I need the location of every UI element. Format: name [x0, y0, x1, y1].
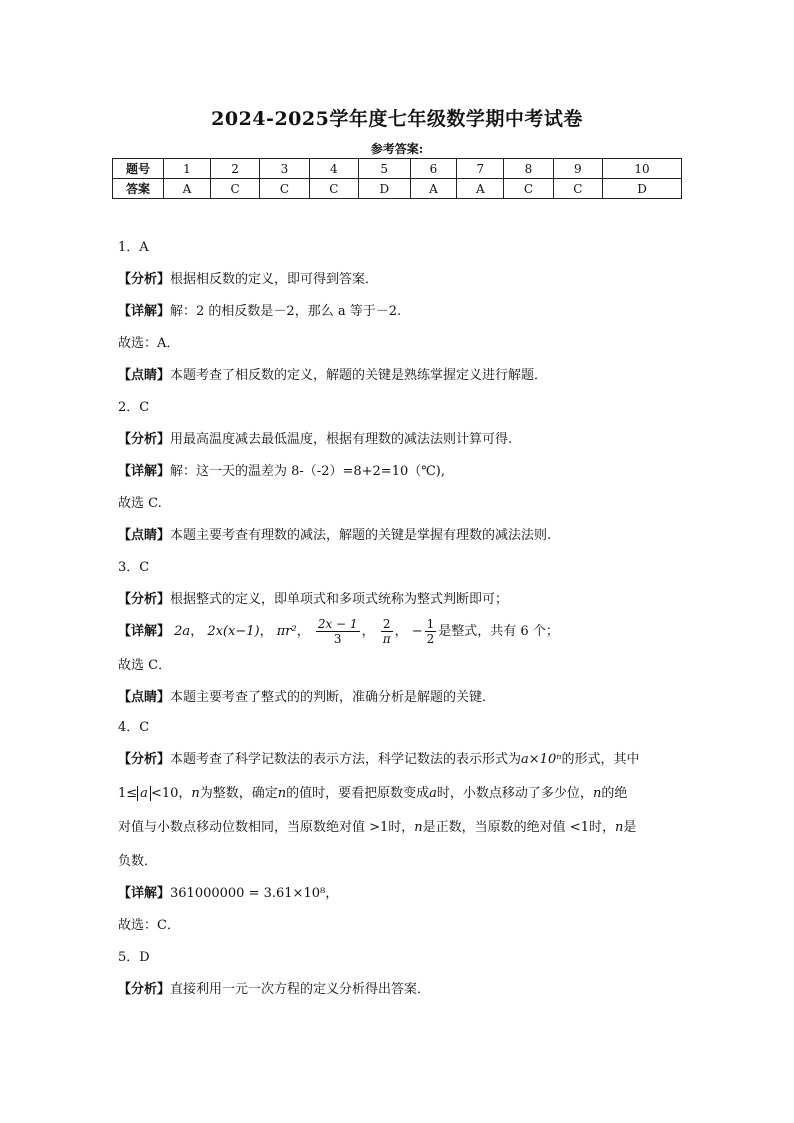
math-variable: n	[614, 820, 624, 835]
minus-sign: −	[411, 624, 423, 639]
analysis-tag: 【分析】	[118, 752, 171, 767]
analysis-tag: 【分析】	[118, 982, 171, 997]
comment-tag: 【点睛】	[118, 528, 171, 543]
math-variable: n	[592, 786, 602, 801]
fraction	[316, 617, 360, 646]
question-number: 7	[457, 159, 504, 179]
math-variable: n	[191, 786, 200, 801]
analysis-text: 根据整式的定义，即单项式和多项式统称为整式判断即可；	[170, 592, 509, 607]
q4-choice: 故选：C．	[118, 918, 180, 933]
question-number: 3	[260, 159, 309, 179]
answer-cell: A	[410, 179, 457, 199]
detail-tag: 【详解】	[118, 304, 171, 319]
answer-cell: C	[504, 179, 553, 199]
q2-choice: 故选 C.	[118, 496, 162, 511]
q1-detail	[118, 302, 401, 322]
answer-cell: D	[359, 179, 411, 199]
q3-analysis	[118, 590, 508, 610]
q3-choice: 故选 C．	[118, 658, 172, 673]
question-number-row	[113, 159, 682, 179]
analysis-tag: 【分析】	[118, 592, 171, 607]
comment-tag: 【点睛】	[118, 368, 171, 383]
q4-analysis-line3	[118, 818, 636, 838]
math-variable: a	[429, 786, 437, 801]
question-number: 5	[359, 159, 411, 179]
math-variable: n	[414, 820, 423, 835]
analysis-text: 的形式，其中	[561, 752, 640, 767]
q1-choice: 故选：A．	[118, 336, 180, 351]
fraction	[381, 617, 393, 646]
q4-detail	[118, 884, 338, 904]
answer-key-subtitle: 参考答案:	[370, 142, 424, 156]
q1-comment	[118, 366, 547, 386]
answer-cell: C	[309, 179, 358, 199]
question-number: 8	[504, 159, 553, 179]
fraction	[425, 617, 437, 646]
question-number: 4	[309, 159, 358, 179]
analysis-tag: 【分析】	[118, 272, 171, 287]
q4-heading: 4．C	[118, 720, 150, 735]
fraction-numerator: 2	[381, 617, 393, 632]
answer-table	[112, 158, 682, 199]
answer-cell: A	[457, 179, 504, 199]
q1-analysis	[118, 270, 378, 290]
question-number: 1	[164, 159, 211, 179]
answer-cell: C	[210, 179, 259, 199]
comment-text: 本题考查了相反数的定义，解题的关键是熟练掌握定义进行解题．	[170, 368, 548, 383]
detail-tag: 【详解】	[118, 624, 171, 639]
q2-analysis	[118, 430, 512, 450]
question-number: 9	[553, 159, 602, 179]
text-run: 1≤	[118, 786, 138, 801]
q1-heading: 1．A	[118, 240, 149, 255]
page-title: 2024-2025学年度七年级数学期中考试卷	[211, 108, 583, 130]
detail-text: 解：2 的相反数是－2，那么 a 等于－2.	[170, 304, 402, 319]
fraction-numerator: 2x − 1	[317, 617, 358, 631]
analysis-text: 直接利用一元一次方程的定义分析得出答案．	[170, 982, 431, 997]
q4-analysis-line4: 负数．	[118, 854, 158, 869]
analysis-text: 根据相反数的定义，即可得到答案．	[170, 272, 379, 287]
q4-analysis	[118, 750, 640, 770]
text-run: 对值与小数点移动位数相同，当原数绝对值 >1时，	[118, 820, 415, 835]
math-expression: a×10ⁿ	[521, 752, 562, 767]
q4-analysis-line2	[118, 784, 627, 804]
q5-heading: 5．D	[118, 950, 150, 965]
analysis-text: 用最高温度减去最低温度，根据有理数的减法法则计算可得.	[170, 432, 513, 447]
q3-detail: 【详解】 2a， 2x(x−1)， πr²， $\frac{2x - 1}{3}$ ， $\frac{2}{\pi}$ ， − $\frac{1}{2}$ 是整式，共有 6 个；	[118, 617, 559, 646]
q3-heading: 3．C	[118, 560, 150, 575]
absolute-value: a	[137, 786, 151, 801]
q2-detail	[118, 462, 445, 482]
answer-cell: D	[603, 179, 682, 199]
q5-analysis	[118, 980, 430, 1000]
q3-comment	[118, 688, 495, 708]
answer-cell: C	[260, 179, 309, 199]
math-term: 2a	[174, 624, 191, 639]
question-number: 6	[410, 159, 457, 179]
detail-text: 解：这一天的温差为 8-（-2）=8+2=10（℃),	[170, 464, 445, 479]
analysis-text: 本题考查了科学记数法的表示方法，科学记数法的表示形式为	[170, 752, 522, 767]
question-number: 2	[210, 159, 259, 179]
answer-cell: C	[553, 179, 602, 199]
text-run: 的绝	[601, 786, 628, 801]
fraction-numerator: 1	[426, 617, 435, 631]
detail-suffix: 是整式，共有 6 个；	[438, 624, 559, 639]
question-number: 10	[603, 159, 682, 179]
detail-tag: 【详解】	[118, 886, 171, 901]
q2-comment	[118, 526, 551, 546]
detail-tag: 【详解】	[118, 464, 171, 479]
text-run: 为整数，确定	[199, 786, 278, 801]
answer-row	[113, 179, 682, 199]
fraction-denominator: 2	[426, 632, 435, 646]
comment-tag: 【点睛】	[118, 690, 171, 705]
math-variable: n	[277, 786, 287, 801]
comment-text: 本题主要考查有理数的减法，解题的关键是掌握有理数的减法法则.	[170, 528, 552, 543]
text-run: 的值时，要看把原数变成	[286, 786, 430, 801]
q2-heading: 2．C	[118, 400, 150, 415]
text-run: 时，小数点移动了多少位，	[436, 786, 593, 801]
text-run: 是	[623, 820, 637, 835]
math-term: πr²	[276, 624, 297, 639]
answer-cell: A	[164, 179, 211, 199]
comment-text: 本题主要考查了整式的的判断，准确分析是解题的关键．	[170, 690, 496, 705]
analysis-tag: 【分析】	[118, 432, 171, 447]
text-run: <10，	[150, 786, 192, 801]
fraction-denominator: π	[382, 632, 391, 646]
math-term: 2x(x−1)	[207, 624, 260, 639]
detail-text: 361000000 = 3.61×10⁸，	[170, 886, 339, 901]
text-run: 是正数，当原数的绝对值 <1时，	[422, 820, 615, 835]
row-label-question: 题号	[113, 159, 164, 179]
fraction-denominator: 3	[333, 632, 342, 646]
row-label-answer: 答案	[113, 179, 164, 199]
